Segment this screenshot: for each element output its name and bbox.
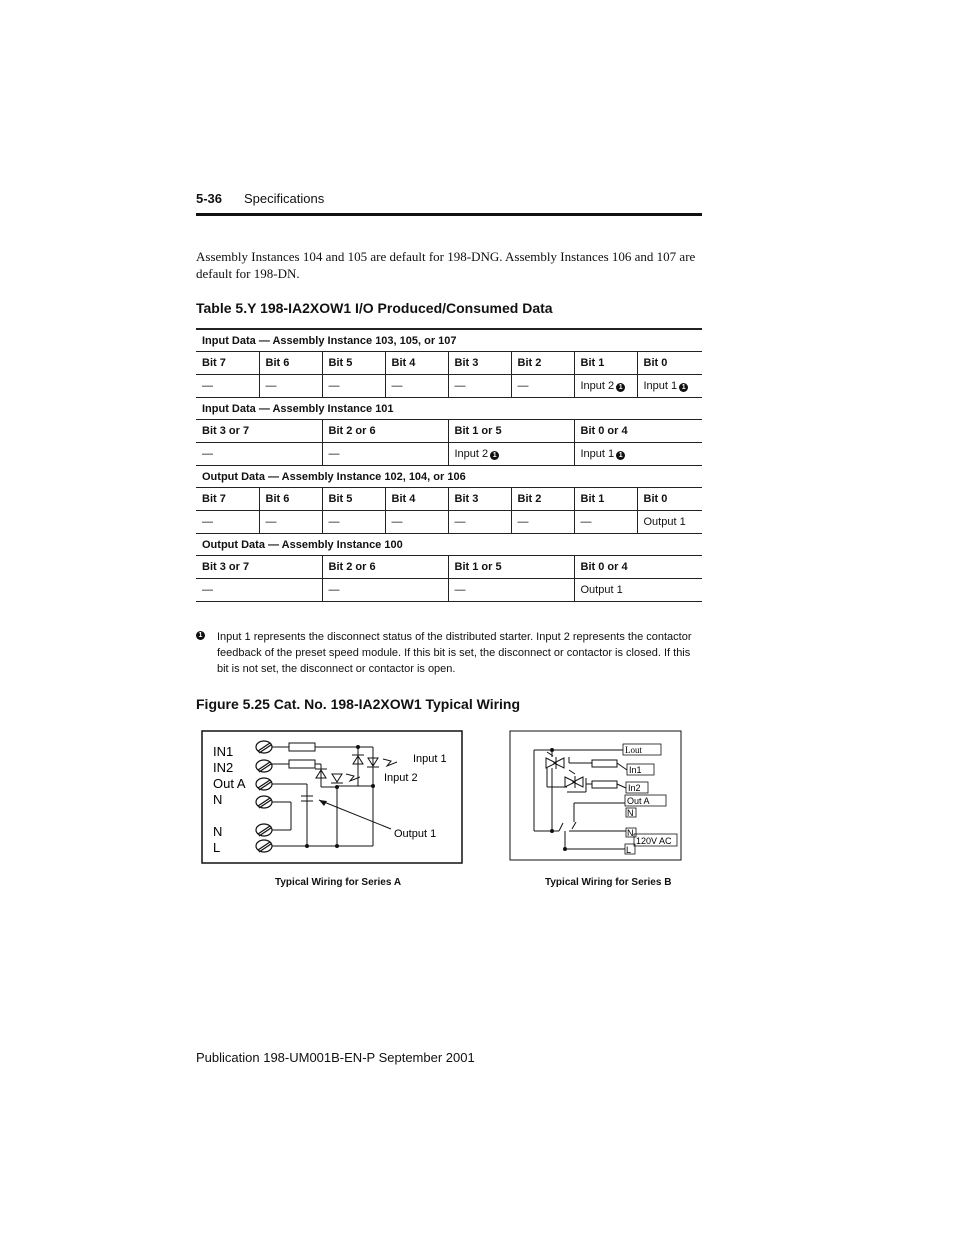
output-arrowhead	[319, 800, 327, 806]
header-cell: Bit 5	[322, 352, 385, 375]
footnote-ref: 1	[490, 451, 499, 460]
value-cell: —	[448, 579, 574, 602]
header-cell: Bit 0	[637, 352, 702, 375]
section-title-output-100: Output Data — Assembly Instance 100	[196, 534, 702, 556]
terminal-label: IN1	[213, 744, 234, 759]
header-cell: Bit 2 or 6	[322, 556, 448, 579]
header-cell: Bit 1	[574, 488, 637, 511]
footnote-ref: 1	[616, 451, 625, 460]
value-cell: —	[385, 375, 448, 398]
out-a-label: Out A	[627, 796, 650, 806]
io-data-table	[196, 328, 702, 602]
value-cell: —	[322, 443, 448, 466]
resistor	[289, 743, 315, 751]
value-cell: —	[322, 375, 385, 398]
value-cell: —	[511, 375, 574, 398]
terminal-label: L	[213, 840, 221, 855]
value-text: Input 2	[454, 448, 489, 460]
output1-label: Output 1	[394, 828, 437, 840]
in2-label: In2	[628, 783, 641, 793]
series-a-caption: Typical Wiring for Series A	[275, 877, 402, 888]
header-rule	[196, 213, 702, 216]
value-cell: Output 1	[574, 579, 702, 602]
header-cell: Bit 3	[448, 352, 511, 375]
header-cell: Bit 3 or 7	[196, 420, 322, 443]
header-cell: Bit 3	[448, 488, 511, 511]
value-cell: —	[322, 511, 385, 534]
value-cell: —	[259, 375, 322, 398]
footnote-ref: 1	[616, 383, 625, 392]
value-text: Input 2	[580, 380, 615, 392]
terminal-label: N	[213, 824, 223, 839]
value-cell: —	[196, 443, 322, 466]
header-cell: Bit 7	[196, 488, 259, 511]
header-cell: Bit 2	[511, 488, 574, 511]
section-title-input-101: Input Data — Assembly Instance 101	[196, 398, 702, 420]
header-cell: Bit 6	[259, 352, 322, 375]
header-cell: Bit 0 or 4	[574, 556, 702, 579]
wiring-diagram-series-b	[509, 730, 682, 861]
section-title-output-102: Output Data — Assembly Instance 102, 104, or 106	[196, 466, 702, 488]
table-footnote	[196, 629, 702, 677]
footnote-text: Input 1 represents the disconnect status of the distributed starter. Input 2 represents the contactor feedback of the preset speed module. If this bit is set, the disconnect or contactor is closed. If this bit is not set, the disconnect or contactor is open.	[217, 631, 692, 675]
value-cell	[448, 443, 574, 466]
value-cell: —	[322, 579, 448, 602]
resistor	[592, 760, 617, 767]
footnote-ref: 1	[679, 383, 688, 392]
value-cell: —	[511, 511, 574, 534]
value-text: Input 1	[643, 380, 678, 392]
footnote-marker: 1	[196, 631, 205, 640]
value-cell	[637, 375, 702, 398]
header-cell: Bit 1 or 5	[448, 556, 574, 579]
intro-paragraph: Assembly Instances 104 and 105 are default for 198-DNG. Assembly Instances 106 and 107 are default for 198-DN.	[196, 249, 696, 281]
in1-label: In1	[629, 765, 642, 775]
wiring-lines	[534, 750, 627, 849]
value-text: Input 1	[580, 448, 615, 460]
value-cell	[574, 443, 702, 466]
header-cell: Bit 4	[385, 488, 448, 511]
value-cell: Output 1	[637, 511, 702, 534]
header-cell: Bit 1 or 5	[448, 420, 574, 443]
header-cell: Bit 0	[637, 488, 702, 511]
value-cell: —	[259, 511, 322, 534]
value-cell: —	[448, 511, 511, 534]
header-cell: Bit 2	[511, 352, 574, 375]
section-title: Specifications	[244, 191, 325, 206]
header-cell: Bit 7	[196, 352, 259, 375]
section-title-input-103: Input Data — Assembly Instance 103, 105, or 107	[196, 329, 702, 352]
header-cell: Bit 1	[574, 352, 637, 375]
value-cell	[574, 375, 637, 398]
value-cell: —	[448, 375, 511, 398]
diagram-frame	[202, 731, 462, 863]
wiring-lines	[272, 743, 373, 846]
n-label: N	[627, 828, 634, 838]
output-pointer	[319, 800, 391, 829]
wiring-diagram-series-a	[201, 730, 463, 864]
resistor	[592, 781, 617, 788]
figure-caption: Figure 5.25 Cat. No. 198-IA2XOW1 Typical Wiring	[196, 696, 521, 712]
lout-label: Lout	[625, 745, 642, 755]
header-cell: Bit 0 or 4	[574, 420, 702, 443]
voltage-label: 120V AC	[636, 836, 672, 846]
header-cell: Bit 2 or 6	[322, 420, 448, 443]
header-cell: Bit 4	[385, 352, 448, 375]
value-cell: —	[574, 511, 637, 534]
n-label: N	[627, 808, 634, 818]
resistor	[289, 760, 315, 768]
value-cell: —	[385, 511, 448, 534]
header-cell: Bit 6	[259, 488, 322, 511]
table-caption: Table 5.Y 198-IA2XOW1 I/O Produced/Consumed Data	[196, 300, 553, 316]
terminal-label: Out A	[213, 776, 246, 791]
header-cell: Bit 3 or 7	[196, 556, 322, 579]
value-cell: —	[196, 375, 259, 398]
terminal-label: IN2	[213, 760, 234, 775]
header-cell: Bit 5	[322, 488, 385, 511]
terminal-screws	[256, 741, 272, 852]
input2-label: Input 2	[384, 772, 418, 784]
publication-footer: Publication 198-UM001B-EN-P September 2001	[196, 1050, 475, 1065]
page-header	[196, 191, 702, 217]
series-b-caption: Typical Wiring for Series B	[545, 877, 672, 888]
terminal-label: N	[213, 792, 223, 807]
l-label: L	[626, 845, 632, 855]
input1-label: Input 1	[413, 753, 447, 765]
value-cell: —	[196, 511, 259, 534]
page-number: 5-36	[196, 191, 223, 206]
value-cell: —	[196, 579, 322, 602]
